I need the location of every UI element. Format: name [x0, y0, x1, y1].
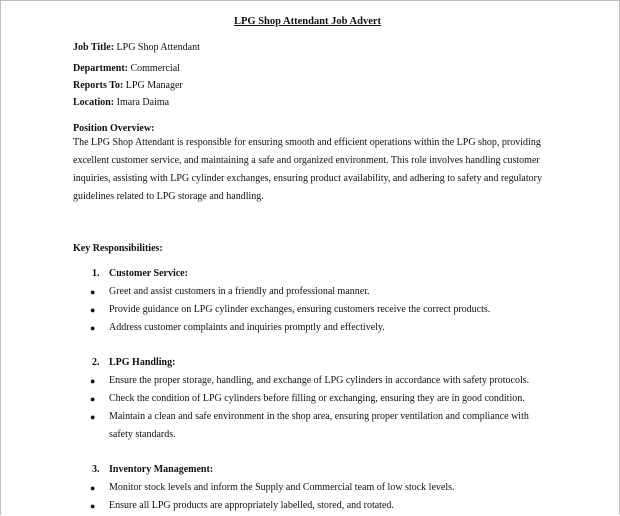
- section-number: 2.: [92, 357, 100, 368]
- section-title: Customer Service:: [109, 268, 188, 279]
- overview-text: The LPG Shop Attendant is responsible for ensuring smooth and efficient operations within the LPG shop, providing excellent customer service, and maintaining a safe and organized environment. This role involves handling customer inquiries, assisting with LPG cylinder exchanges, ensuring product availability, and adhering to safety and regulatory guidelines related to LPG storage and handling.: [73, 137, 542, 202]
- field-label: Job Title:: [73, 42, 115, 53]
- bullet-icon: ●: [90, 501, 96, 511]
- list-item: ● Monitor stock levels and inform the Supply and Commercial team of low stock levels.: [90, 479, 550, 497]
- field-value: Commercial: [127, 63, 180, 74]
- bullet-icon: ●: [90, 305, 96, 315]
- list-item: ● Ensure the proper storage, handling, and exchange of LPG cylinders in accordance with safety protocols.: [90, 372, 550, 390]
- bullet-icon: ●: [90, 287, 96, 297]
- bullet-icon: ●: [90, 483, 96, 493]
- document-title: LPG Shop Attendant Job Advert: [233, 16, 382, 27]
- field-department: [73, 63, 180, 75]
- field-label: Location:: [73, 97, 115, 108]
- bullet-icon: ●: [90, 323, 96, 333]
- section-number: 1.: [92, 268, 100, 279]
- section-heading-lpg-handling: [92, 357, 175, 369]
- list-item: ● Check the condition of LPG cylinders before filling or exchanging, ensuring they are in good condition.: [90, 390, 550, 408]
- bullet-icon: ●: [90, 394, 96, 404]
- bullet-icon: ●: [90, 376, 96, 386]
- field-value: LPG Shop Attendant: [114, 42, 200, 53]
- field-job-title: [73, 42, 200, 54]
- bullet-icon: ●: [90, 412, 96, 422]
- list-item: ● Address customer complaints and inquiries promptly and effectively.: [90, 319, 550, 337]
- field-value: LPG Manager: [123, 80, 183, 91]
- overview-heading: Position Overview:: [73, 123, 155, 134]
- field-location: [73, 97, 169, 109]
- field-value: Imara Daima: [114, 97, 170, 108]
- section-heading-customer-service: [92, 268, 188, 280]
- section-number: 3.: [92, 464, 100, 475]
- section-heading-inventory-management: [92, 464, 213, 476]
- list-item: ● Maintain a clean and safe environment in the shop area, ensuring proper ventilation and compliance with safety standards.: [90, 408, 550, 444]
- section-title: Inventory Management:: [109, 464, 214, 475]
- list-item: ● Greet and assist customers in a friendly and professional manner.: [90, 283, 550, 301]
- list-item: ● Provide guidance on LPG cylinder exchanges, ensuring customers receive the correct products.: [90, 301, 550, 319]
- list-item: ● Ensure all LPG products are appropriately labelled, stored, and rotated.: [90, 497, 550, 515]
- responsibilities-heading: Key Responsibilities:: [73, 243, 163, 254]
- field-label: Department:: [73, 63, 128, 74]
- field-label: Reports To:: [73, 80, 124, 91]
- field-reports-to: [73, 80, 183, 92]
- section-title: LPG Handling:: [109, 357, 176, 368]
